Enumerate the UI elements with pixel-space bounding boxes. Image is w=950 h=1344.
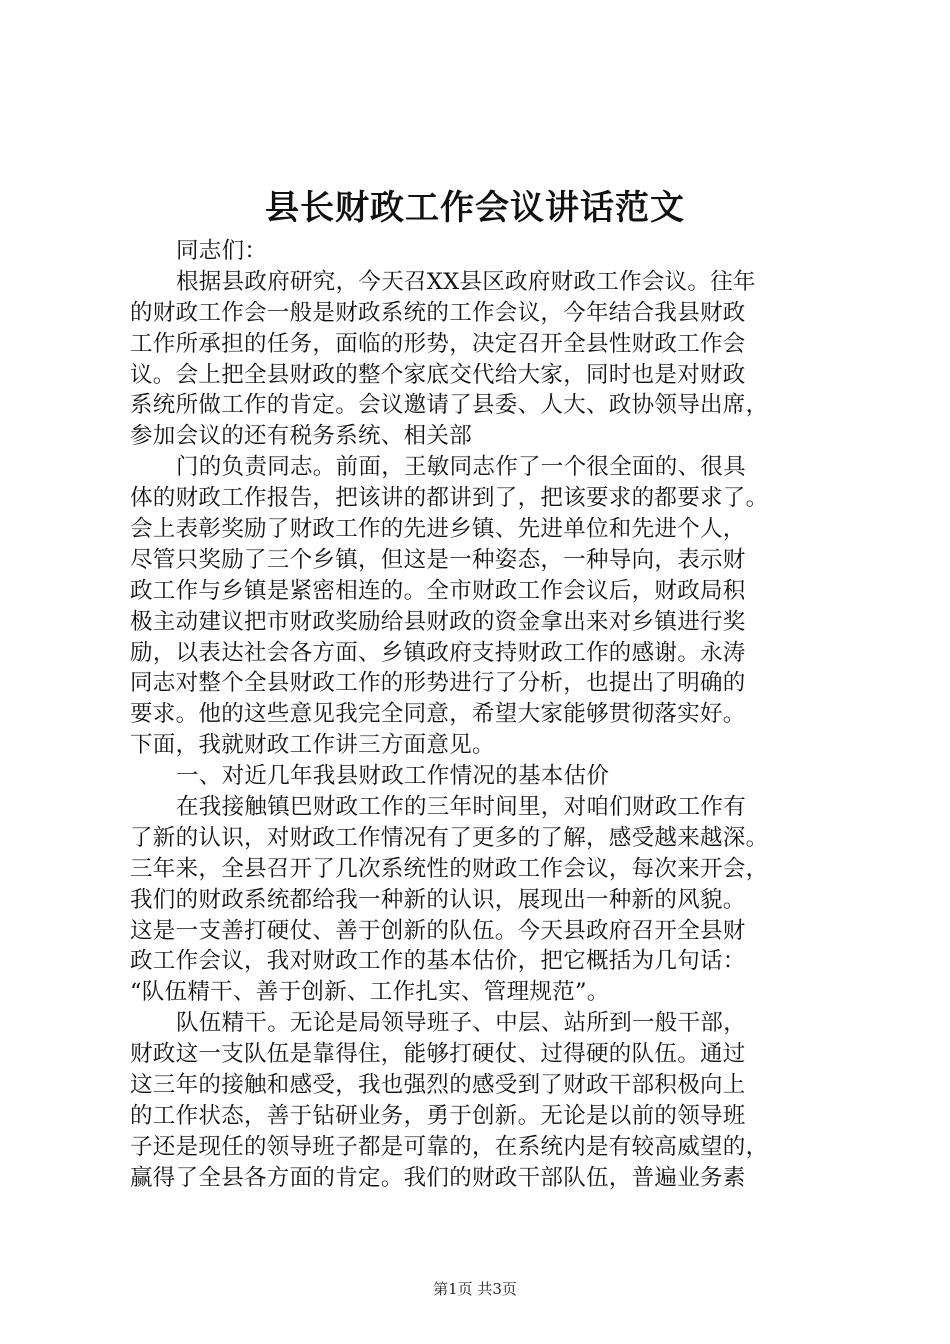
text-line: 财政这一支队伍是靠得住，能够打硬仗、过得硬的队伍。通过: [130, 1041, 746, 1068]
text-line: 议。会上把全县财政的整个家底交代给大家，同时也是对财政: [130, 361, 746, 388]
text-line: 系统所做工作的肯定。会议邀请了县委、人大、政协领导出席，: [130, 392, 769, 419]
text-line: 同志对整个全县财政工作的形势进行了分析，也提出了明确的: [130, 670, 746, 697]
text-line: 参加会议的还有税务系统、相关部: [130, 423, 473, 450]
text-line: 同志们：: [176, 238, 268, 264]
text-line: 政工作与乡镇是紧密相连的。全市财政工作会议后，财政局积: [130, 577, 746, 604]
text-line: 会上表彰奖励了财政工作的先进乡镇、先进单位和先进个人，: [130, 516, 746, 543]
text-line: 励，以表达社会各方面、乡镇政府支持财政工作的感谢。永涛: [130, 639, 746, 666]
text-line: “队伍精干、善于创新、工作扎实、管理规范”。: [130, 979, 610, 1006]
page-footer: 第1页 共3页: [433, 1280, 517, 1298]
text-line: 要求。他的这些意见我完全同意，希望大家能够贯彻落实好。: [130, 701, 746, 728]
text-line: 三年来，全县召开了几次系统性的财政工作会议，每次来开会，: [130, 855, 769, 882]
text-line: 一、对近几年我县财政工作情况的基本估价: [176, 763, 610, 790]
text-line: 我们的财政系统都给我一种新的认识，展现出一种新的风貌。: [130, 886, 746, 913]
text-line: 下面，我就财政工作讲三方面意见。: [130, 732, 495, 759]
text-line: 政工作会议，我对财政工作的基本估价，把它概括为几句话：: [130, 948, 746, 975]
text-line: 了新的认识，对财政工作情况有了更多的了解，感受越来越深。: [130, 824, 769, 851]
text-line: 门的负责同志。前面，王敏同志作了一个很全面的、很具: [176, 454, 747, 481]
text-line: 根据县政府研究，今天召XX县区政府财政工作会议。往年: [176, 268, 756, 295]
text-line: 队伍精干。无论是局领导班子、中层、站所到一般干部，: [176, 1010, 747, 1037]
document-body: [130, 236, 834, 1194]
text-line: 子还是现任的领导班子都是可靠的，在系统内是有较高威望的，: [130, 1133, 769, 1160]
text-line: 极主动建议把市财政奖励给县财政的资金拿出来对乡镇进行奖: [130, 608, 746, 635]
text-line: 的财政工作会一般是财政系统的工作会议，今年结合我县财政: [130, 299, 746, 326]
text-line: 尽管只奖励了三个乡镇，但这是一种姿态，一种导向，表示财: [130, 546, 746, 573]
document-title: 县长财政工作会议讲话范文: [265, 188, 685, 228]
text-line: 工作所承担的任务，面临的形势，决定召开全县性财政工作会: [130, 330, 746, 357]
text-line: 这是一支善打硬仗、善于创新的队伍。今天县政府召开全县财: [130, 917, 746, 944]
text-line: 体的财政工作报告，把该讲的都讲到了，把该要求的都要求了。: [130, 485, 769, 512]
text-line: 赢得了全县各方面的肯定。我们的财政干部队伍，普遍业务素: [130, 1164, 746, 1191]
text-line: 这三年的接触和感受，我也强烈的感受到了财政干部积极向上: [130, 1072, 746, 1099]
text-line: 在我接触镇巴财政工作的三年时间里，对咱们财政工作有: [176, 794, 747, 821]
text-line: 的工作状态，善于钻研业务，勇于创新。无论是以前的领导班: [130, 1102, 746, 1129]
